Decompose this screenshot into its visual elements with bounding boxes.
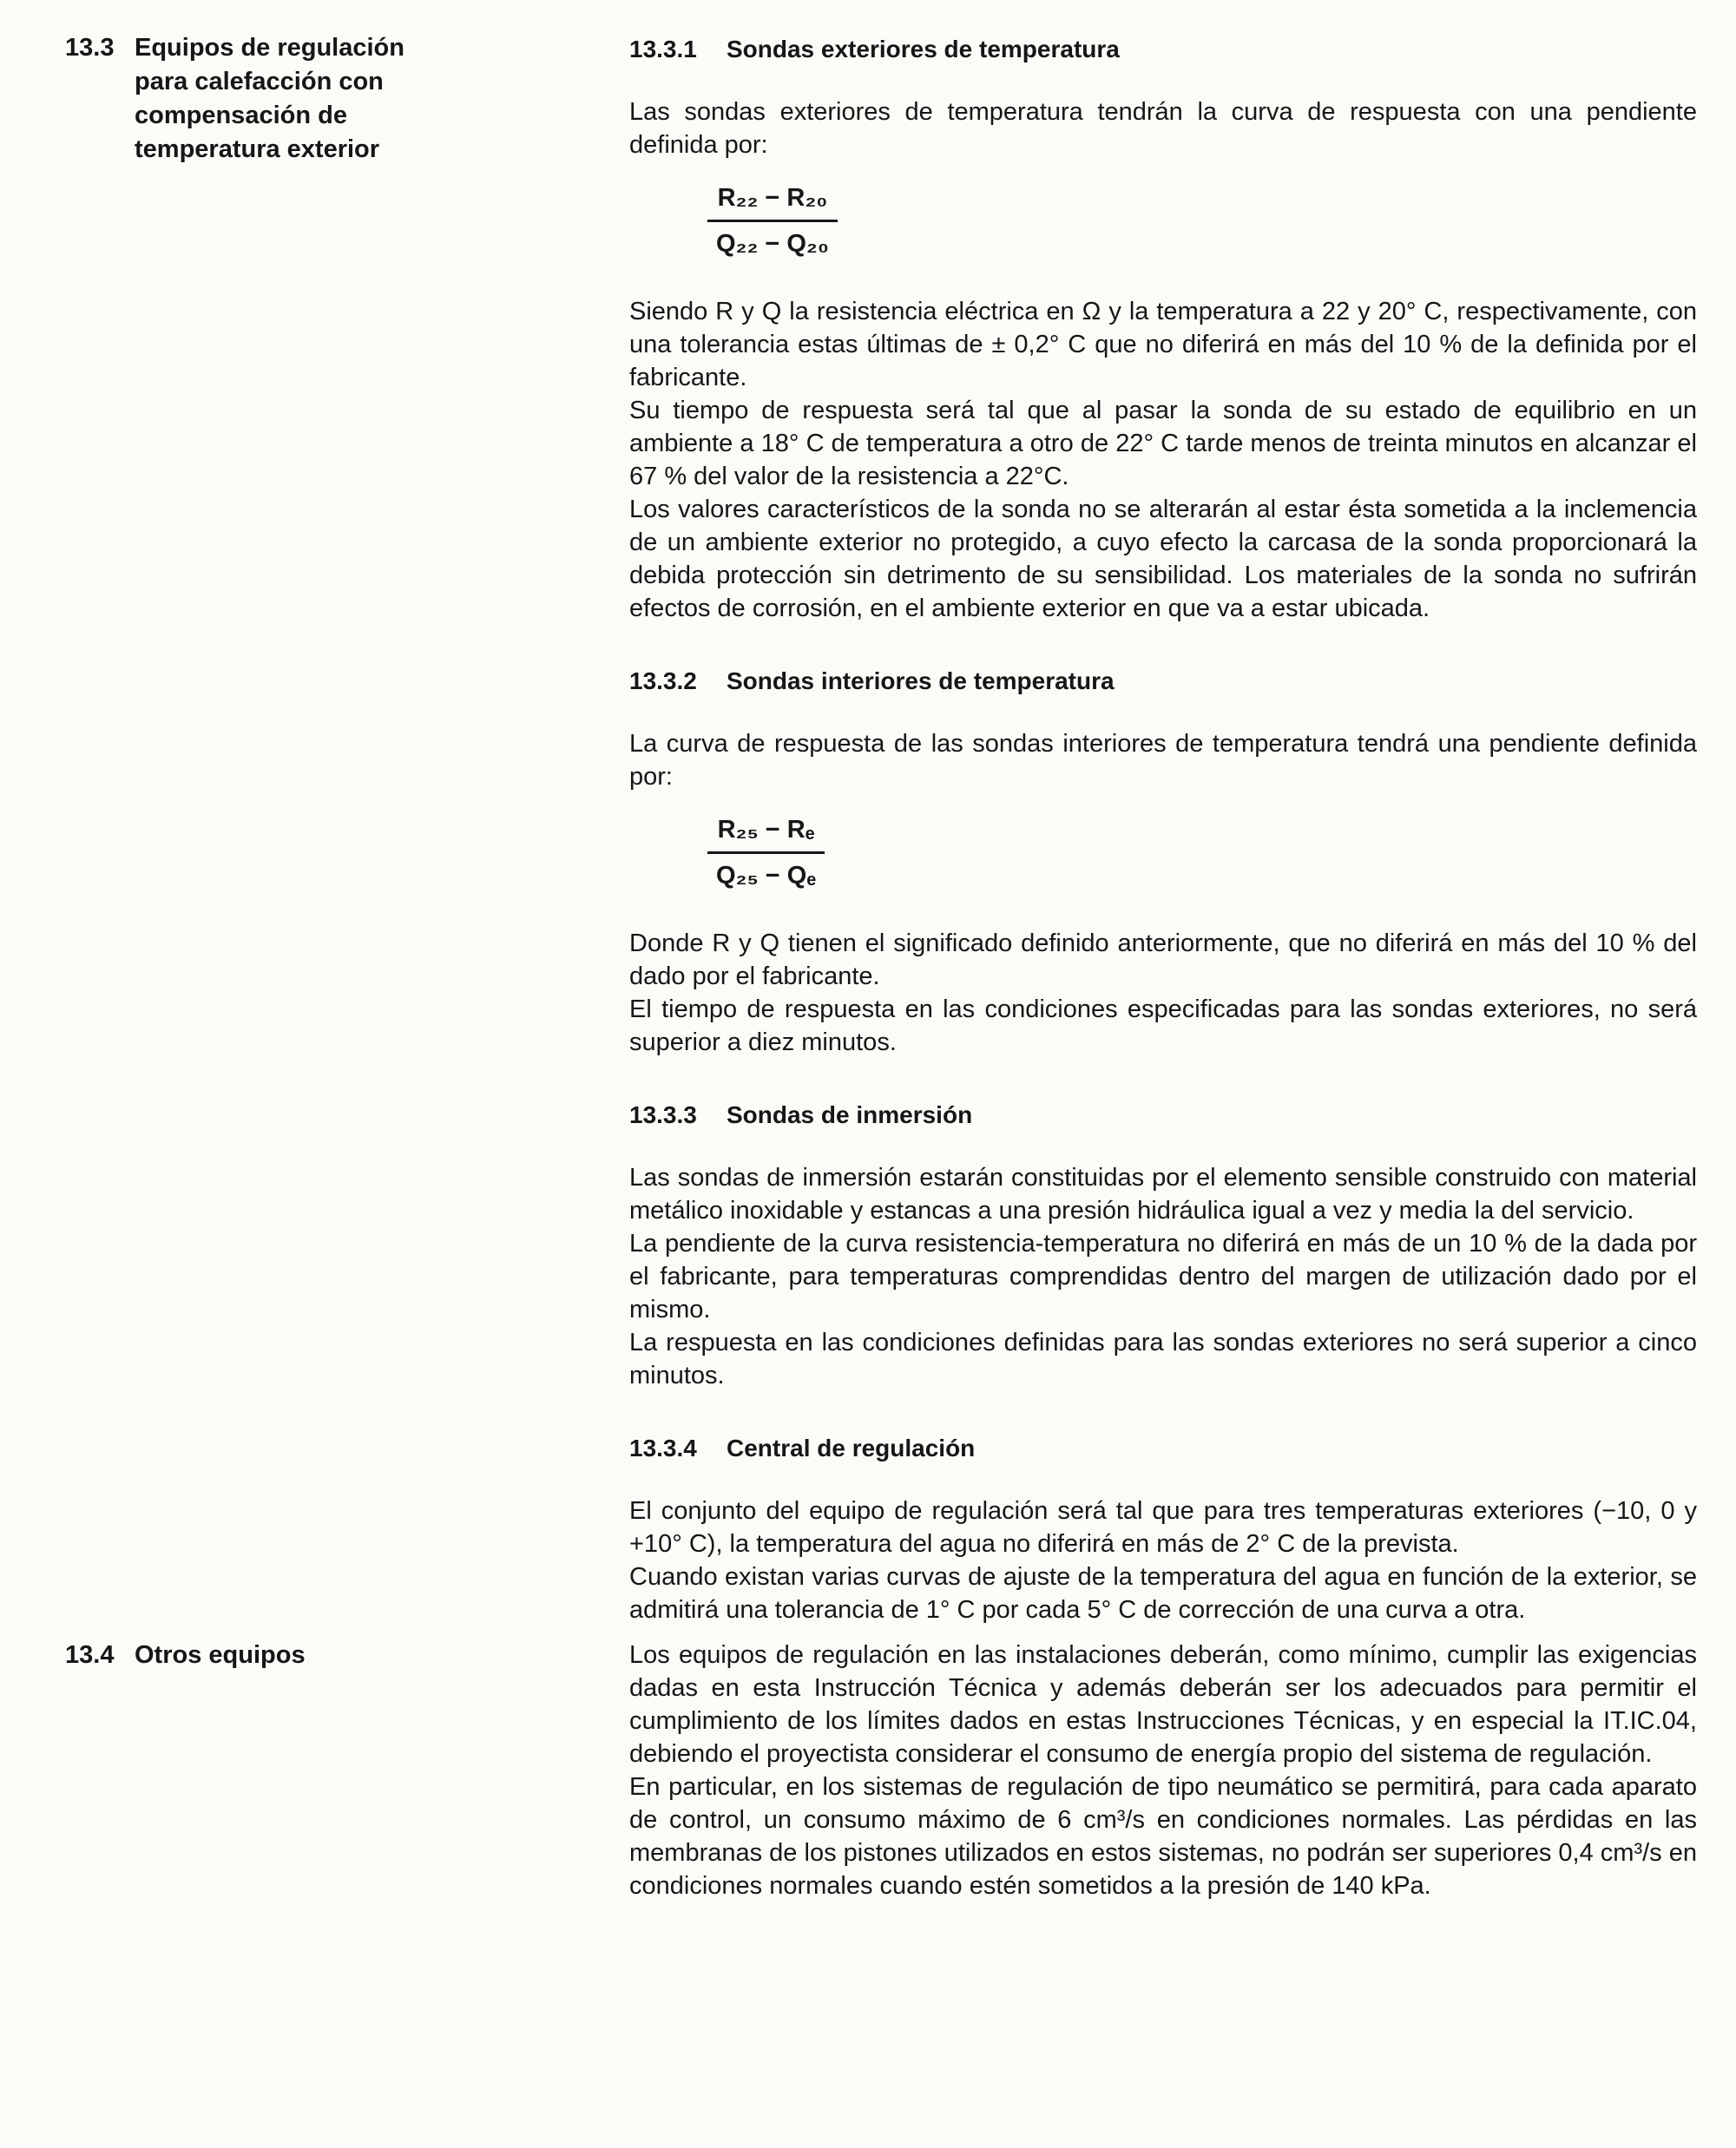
subsection-title: Sondas exteriores de temperatura: [727, 36, 1120, 62]
formula-numerator: R₂₂ − R₂₀: [707, 182, 838, 222]
paragraph: Siendo R y Q la resistencia eléctrica en Ω y la temperatura a 22 y 20° C, respectivamente, con una tolerancia estas últimas de ± 0,2° C que no diferirá en más del 10 % de la definida por el fabricante.: [629, 298, 1697, 391]
paragraph: El conjunto del equipo de regulación será tal que para tres temperaturas exteriores (−10, 0 y +10° C), la temperatura del agua no diferirá en más de 2° C de la prevista.: [629, 1497, 1697, 1558]
margin-section-title: Otros equipos: [135, 1641, 306, 1669]
paragraph: Su tiempo de respuesta será tal que al pasar la sonda de su estado de equilibrio en un ambiente a 18° C de temperatura a otro de 22° C tarde menos de treinta minutos en alcanzar el 67 % del valor de la resistencia a 22°C.: [629, 397, 1697, 490]
subsection-title: Central de regulación: [727, 1435, 976, 1462]
subsection-13-3-2: [629, 665, 1697, 1059]
formula-fraction: [707, 814, 825, 891]
margin-column-13-4: [65, 1639, 629, 1672]
paragraph: Los equipos de regulación en las instalaciones deberán, como mínimo, cumplir las exigencias dadas en esta Instrucción Técnica y además deberán ser los adecuados para permitir el cumplimiento de los límites dados en estas Instrucciones Técnicas, y en especial la IT.IC.04, debiendo el proyectista considerar el consumo de energía propio del sistema de regulación.: [629, 1641, 1697, 1768]
paragraph: Cuando existan varias curvas de ajuste de la temperatura del agua en función de la exterior, se admitirá una tolerancia de 1° C por cada 5° C de corrección de una curva a otra.: [629, 1563, 1697, 1624]
paragraph: Donde R y Q tienen el significado definido anteriormente, que no diferirá en más del 10 % del dado por el fabricante.: [629, 929, 1697, 990]
subsection-13-4: [629, 1639, 1697, 1902]
section-13-3-block: [65, 31, 1697, 1626]
section-13-4-block: [65, 1639, 1697, 1902]
margin-heading-13-4: [65, 1639, 443, 1672]
formula-block: [707, 814, 1697, 892]
main-column-13-4: [629, 1639, 1697, 1902]
formula-numerator: R₂₅ − Rₑ: [707, 814, 825, 854]
subsection-number: 13.3.1: [629, 36, 697, 62]
paragraph: Los valores característicos de la sonda no se alterarán al estar ésta sometida a la inclemencia de un ambiente exterior no protegido, a cuyo efecto la carcasa de la sonda proporcionará la debida protección sin detrimento de su sensibilidad. Los materiales de la sonda no sufrirán efectos de corrosión, en el ambiente exterior en que va a estar ubicada.: [629, 496, 1697, 622]
subsection-heading: [629, 33, 1697, 66]
paragraph: Las sondas exteriores de temperatura tendrán la curva de respuesta con una pendiente definida por:: [629, 98, 1697, 159]
formula-fraction: [707, 182, 838, 259]
formula-denominator: Q₂₂ − Q₂₀: [716, 230, 829, 258]
paragraph: La curva de respuesta de las sondas interiores de temperatura tendrá una pendiente definida por:: [629, 730, 1697, 791]
subsection-number: 13.3.4: [629, 1435, 697, 1462]
margin-section-number: 13.4: [65, 1641, 115, 1669]
subsection-13-3-3: [629, 1099, 1697, 1392]
paragraph: La pendiente de la curva resistencia-temperatura no diferirá en más de un 10 % de la dada por el fabricante, para temperaturas comprendidas dentro del margen de utilización dado por el mismo.: [629, 1230, 1697, 1324]
margin-column-13-3: [65, 31, 629, 167]
subsection-title: Sondas interiores de temperatura: [727, 667, 1115, 694]
paragraph: En particular, en los sistemas de regulación de tipo neumático se permitirá, para cada aparato de control, un consumo máximo de 6 cm³/s en condiciones normales. Las pérdidas en las membranas de los pistones utilizados en estos sistemas, no podrán ser superiores 0,4 cm³/s en condiciones normales cuando estén sometidos a la presión de 140 kPa.: [629, 1773, 1697, 1900]
subsection-13-3-4: [629, 1432, 1697, 1626]
main-column-13-3: [629, 31, 1697, 1626]
subsection-heading: [629, 1099, 1697, 1132]
margin-section-title: Equipos de regulación para calefacción con compensación de temperatura exterior: [135, 34, 404, 163]
subsection-heading: [629, 1432, 1697, 1465]
subsection-title: Sondas de inmersión: [727, 1101, 973, 1128]
paragraph: La respuesta en las condiciones definidas para las sondas exteriores no será superior a cinco minutos.: [629, 1329, 1697, 1389]
margin-heading-13-3: [65, 31, 443, 167]
formula-denominator: Q₂₅ − Qₑ: [716, 862, 817, 890]
formula-block: [707, 182, 1697, 260]
subsection-heading: [629, 665, 1697, 698]
subsection-13-3-1: [629, 33, 1697, 625]
paragraph: Las sondas de inmersión estarán constituidas por el elemento sensible construido con material metálico inoxidable y estancas a una presión hidráulica igual a vez y media la del servicio.: [629, 1164, 1697, 1225]
paragraph: El tiempo de respuesta en las condiciones especificadas para las sondas exteriores, no será superior a diez minutos.: [629, 995, 1697, 1056]
margin-section-number: 13.3: [65, 34, 115, 62]
subsection-number: 13.3.3: [629, 1101, 697, 1128]
subsection-number: 13.3.2: [629, 667, 697, 694]
